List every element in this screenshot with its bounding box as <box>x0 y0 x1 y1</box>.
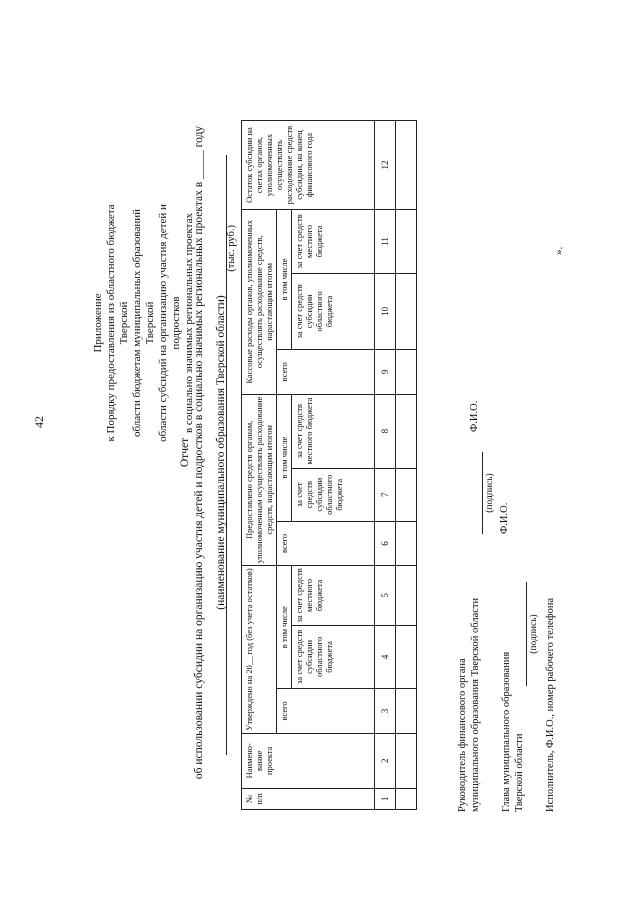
header-total: всего <box>277 521 375 566</box>
header-including: в том числе <box>277 210 292 350</box>
appendix-line: области бюджетам муниципальных образований Тверской <box>131 209 156 438</box>
units-label: (тыс. руб.) <box>226 225 237 272</box>
report-title: Отчет <box>179 437 191 468</box>
report-table <box>241 120 417 810</box>
signature-line <box>526 582 527 686</box>
header-including: в том числе <box>277 566 292 689</box>
signature-caption: (подпись) <box>485 473 495 513</box>
column-number: 8 <box>375 394 396 468</box>
header-project-name: Наимено-вание проекта <box>242 733 375 788</box>
header-num: № п/п <box>242 788 375 809</box>
header-balance: Остаток субсидии на счетах органов, уполномоченных осуществлять расходование средств субсидии, на конец финансового года <box>242 121 375 210</box>
executor-label: Исполнитель, Ф.И.О., номер рабочего телефона <box>545 597 556 812</box>
table-cell <box>396 521 417 566</box>
table-cell <box>396 210 417 274</box>
header-spent: Кассовые расходы органов, уполномоченных осуществлять расходование средств, нарастающим итогом <box>242 210 277 394</box>
signatures-block <box>456 52 557 812</box>
table-cell <box>396 121 417 210</box>
column-number: 11 <box>375 210 396 274</box>
signature-caption: (подпись) <box>529 614 539 654</box>
appendix-heading: Приложение <box>92 293 104 353</box>
column-number-row <box>375 121 396 810</box>
column-number: 5 <box>375 566 396 625</box>
appendix-line: области субсидий на организацию участия детей и подростков <box>157 204 182 442</box>
table-cell <box>396 350 417 395</box>
column-number: 2 <box>375 733 396 788</box>
finance-head-line1: Руководитель финансового органа <box>457 658 468 812</box>
table-cell <box>396 394 417 468</box>
table-cell <box>396 689 417 734</box>
column-number: 9 <box>375 350 396 395</box>
page-number: 42 <box>32 416 46 428</box>
column-number: 6 <box>375 521 396 566</box>
header-including: в том числе <box>277 394 292 521</box>
finance-head-line2: муниципального образования Тверской области <box>470 597 481 812</box>
header-total: всего <box>277 689 375 734</box>
header-local: за счет средств местного бюджета <box>292 566 375 625</box>
header-subsidy: за счет средств субсидии областного бюджета <box>292 468 375 521</box>
table-cell <box>396 625 417 689</box>
fio-label: Ф.И.О. <box>469 400 480 432</box>
column-number: 1 <box>375 788 396 809</box>
table-cell <box>396 566 417 625</box>
header-provided: Предоставлено средств органам, уполномоченным осуществлять расходование средств, нарастающим итогом <box>242 394 277 566</box>
mo-head-line1: Глава муниципального образования <box>501 651 512 812</box>
appendix-line: к Порядку предоставления из областного бюджета Тверской <box>105 204 130 442</box>
mo-head-line2: Тверской области <box>514 733 525 812</box>
closing-quote: ». <box>553 246 565 255</box>
report-subtitle: об использовании субсидии на организацию участия детей и подростков в социально значимых региональных проектах в _____ году <box>193 125 205 780</box>
column-number: 12 <box>375 121 396 210</box>
column-number: 7 <box>375 468 396 521</box>
table-cell <box>396 273 417 349</box>
header-local: за счет средств местного бюджета <box>292 394 375 468</box>
header-local: за счет средств местного бюджета <box>292 210 375 274</box>
fio-label: Ф.И.О. <box>499 502 510 534</box>
header-total: всего <box>277 350 375 395</box>
table-cell <box>396 468 417 521</box>
report-title-block <box>178 0 228 905</box>
municipality-caption: (наименование муниципального образования Тверской области) <box>215 295 227 610</box>
table-row <box>396 121 417 810</box>
column-number: 10 <box>375 273 396 349</box>
table-cell <box>396 733 417 788</box>
header-subsidy: за счет средств субсидии областного бюджета <box>292 625 375 689</box>
column-number: 4 <box>375 625 396 689</box>
signature-line <box>482 452 483 534</box>
appendix-line: в социально значимых региональных проектах <box>183 212 195 434</box>
header-subsidy: за счет средств субсидии областного бюджета <box>292 273 375 349</box>
table-cell <box>396 788 417 809</box>
column-number: 3 <box>375 689 396 734</box>
header-approved: Утверждено на 20__ год (без учета остатков) <box>242 566 277 733</box>
